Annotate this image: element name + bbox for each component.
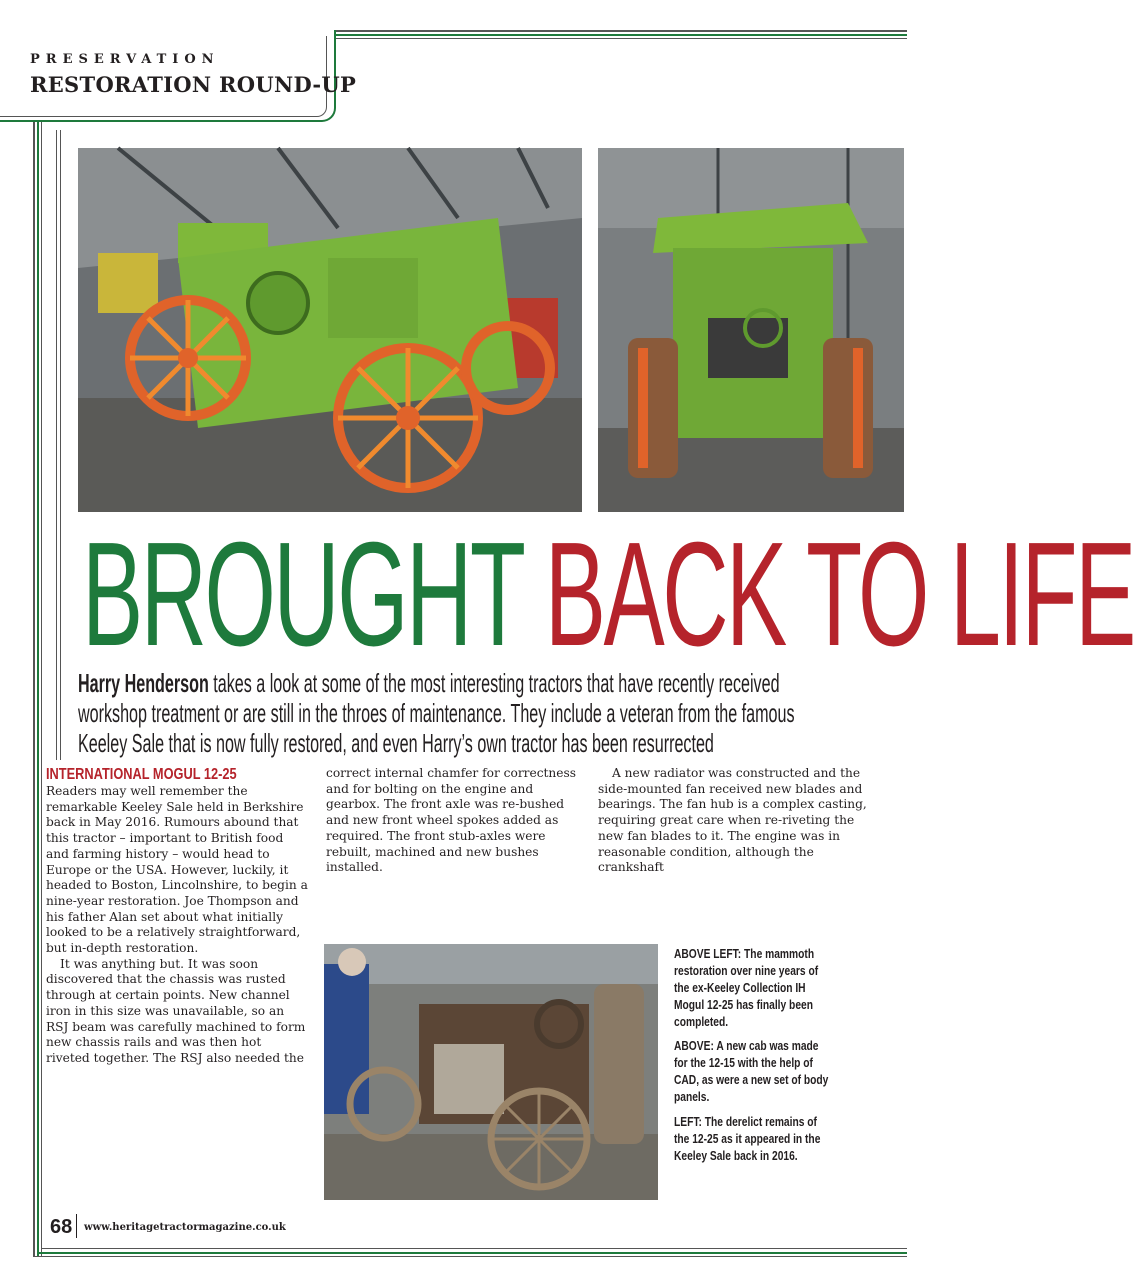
photo-caption: LEFT: The derelict remains of the 12-25 as it appeared in the Keeley Sale back in 2016.	[674, 1115, 821, 1163]
footer-divider	[76, 1214, 77, 1238]
body-column-1	[46, 784, 308, 1067]
body-paragraph: Readers may well remember the remarkable Keeley Sale held in Berkshire back in May 2016. Rumours abound that this tractor – important to British food and farming history – would head to Europe or the USA. However, luckily, it headed to Boston, Lincolnshire, to begin a nine-year restoration. Joe Thompson and his father Alan set about what initially looked to be a relatively straightforward, but in-depth restoration.	[46, 784, 308, 956]
body-column-2	[326, 766, 576, 876]
section-title: RESTORATION ROUND-UP	[30, 72, 357, 97]
article-subhead: INTERNATIONAL MOGUL 12-25	[46, 766, 237, 783]
section-kicker: PRESERVATION	[30, 52, 220, 67]
body-paragraph: correct internal chamfer for correctness and for bolting on the engine and gearbox. The front axle was re-bushed and new front wheel spokes added as required. The front stub-axles were rebuilt, machined and new bushes installed.	[326, 766, 576, 875]
bottom-rule-thin	[41, 1248, 907, 1249]
page-number: 68	[50, 1216, 73, 1238]
footer-url: www.heritagetractormagazine.co.uk	[84, 1222, 286, 1233]
body-paragraph: A new radiator was constructed and the side-mounted fan received new blades and bearings. The fan hub is a complex casting, requiring great care when re-riveting the new fan blades to it. The engine was in reasonable condition, although the crankshaft	[598, 766, 867, 875]
headline	[82, 512, 1134, 677]
headline-part-green: BROUGHT	[82, 512, 545, 677]
photo-restored-mogul	[78, 148, 582, 512]
body-column-3	[598, 766, 868, 876]
standfirst-author: Harry Henderson	[78, 668, 209, 698]
photo-mogul-rear-view	[598, 148, 904, 512]
headline-part-red: BACK TO LIFE	[544, 512, 1134, 677]
photo-caption: ABOVE: A new cab was made for the 12-15 with the help of CAD, as were a new set of body panels.	[674, 1039, 829, 1104]
standfirst-side-rule	[56, 130, 57, 760]
top-rule	[334, 30, 907, 32]
left-rule-thin	[41, 122, 42, 1257]
photo-derelict-mogul	[324, 944, 658, 1200]
standfirst-side-rule-2	[60, 130, 61, 760]
standfirst	[78, 668, 847, 758]
left-rule	[33, 122, 35, 1257]
top-rule-thin	[334, 38, 907, 39]
standfirst-text: takes a look at some of the most interesting tractors that have recently received workshop treatment or are still in the throes of maintenance. They include a veteran from the famous Keeley Sale that is now fully restored, and even Harry’s own tractor has been resurrected	[78, 668, 795, 758]
bottom-rule-green	[37, 1252, 907, 1254]
photo-caption: ABOVE LEFT: The mammoth restoration over nine years of the ex-Keeley Collection IH Mogul 12-25 has finally been completed.	[674, 947, 819, 1029]
bottom-rule	[33, 1256, 907, 1257]
top-rule-green	[334, 34, 907, 36]
left-rule-green	[37, 122, 39, 1257]
body-paragraph: It was anything but. It was soon discovered that the chassis was rusted through at certain points. New channel iron in this size was unavailable, so an RSJ beam was carefully machined to form new chassis rails and was then hot riveted together. The RSJ also needed the	[46, 956, 306, 1065]
